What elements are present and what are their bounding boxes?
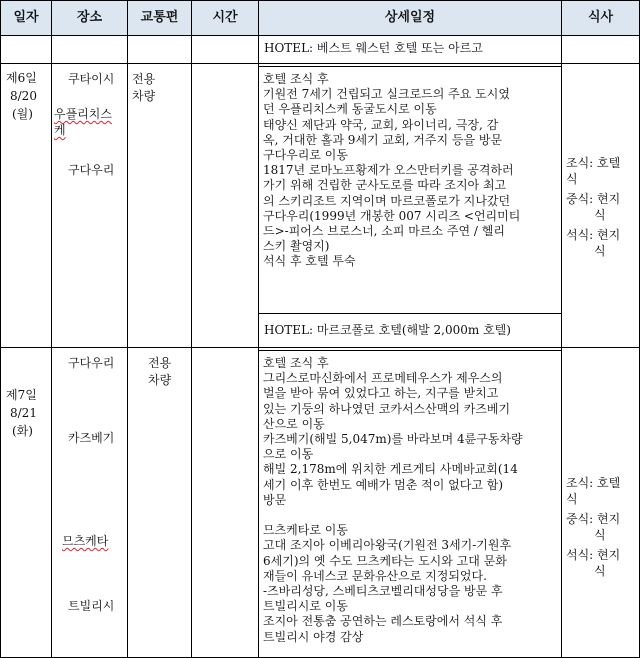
day6-transport-line2: 차량	[132, 89, 156, 103]
day6-date-line2: 8/20	[10, 89, 37, 103]
day6-meal-lunch: 중식: 현지	[566, 192, 621, 206]
schedule-line: 방문	[263, 492, 287, 507]
day7-meal-lunch: 중식: 현지	[566, 512, 621, 526]
schedule-line: 태양신 제단과 약국, 교회, 와이너리, 극장, 감	[263, 117, 499, 132]
col-line	[127, 0, 128, 658]
day6-meal-dinner: 석식: 현지	[566, 228, 621, 242]
col-line	[191, 0, 192, 658]
day7-date-line2: 8/21	[10, 406, 37, 420]
schedule-line: 던 우플리치스케 동굴도시로 이동	[263, 102, 437, 117]
schedule-line: 트빌리시로 이동	[263, 599, 348, 614]
schedule-line: 구다우리(1999년 개봉한 007 시리즈 <언리미티	[263, 208, 521, 223]
row-line	[0, 0, 640, 1]
header-schedule: 상세일정	[384, 10, 436, 25]
schedule-line: 있는 기둥의 하나였던 코카서스산맥의 카즈베기	[263, 401, 511, 416]
header-place: 장소	[76, 10, 103, 25]
day7-place-mtskheta: 므츠케타	[62, 534, 109, 548]
col-line	[561, 0, 562, 658]
schedule-line: 재들이 유네스코 문화유산으로 지정되었다.	[263, 568, 487, 583]
day7-place-gudauri: 구다우리	[68, 356, 115, 370]
day6-place-uplistsikhe-cont: 케	[54, 123, 66, 137]
day6-schedule	[263, 72, 557, 270]
schedule-line: 트빌리시 야경 감상	[263, 629, 364, 644]
day6-meal-lunch-cont: 식	[594, 208, 606, 222]
schedule-line: 기원전 7세기 건립되고 실크로드의 주요 도시였	[263, 87, 510, 102]
day7-meal-lunch-cont: 식	[594, 528, 606, 542]
day6-hotel: HOTEL: 마르코폴로 호텔(해발 2,000m 호텔)	[264, 323, 511, 337]
schedule-line: 해빌 2,178m에 위치한 게르게티 사메바교회(14	[263, 462, 518, 477]
schedule-line: 옥, 거대한 홀과 9세기 교회, 거주지 등을 방문	[263, 132, 503, 147]
hotel-previous-day: HOTEL: 베스트 웨스턴 호텔 또는 아르고	[264, 41, 483, 55]
schedule-line: -즈바리성당, 스베티츠코벨리대성당을 방문 후	[263, 584, 503, 599]
day6-place-uplistsikhe: 우플리치스	[54, 107, 112, 121]
day7-meal-breakfast-cont: 식	[566, 492, 578, 506]
day7-date-line1: 제7일	[6, 388, 37, 402]
schedule-line: 세기 이후 한번도 예배가 멈춘 적이 없다고 함)	[263, 477, 504, 492]
schedule-line: 가기 위해 건립한 군사도로를 따라 조지아 최고	[263, 178, 507, 193]
day7-place-kazbegi: 카즈베기	[68, 431, 115, 445]
day6-meal-breakfast-cont: 식	[566, 172, 578, 186]
day7-transport-line2: 차량	[148, 373, 172, 387]
header-transport: 교통편	[140, 10, 179, 25]
row-line	[0, 63, 640, 64]
schedule-line: 호텔 조식 후	[263, 72, 329, 86]
col-line	[0, 0, 1, 658]
schedule-line: 벌을 받아 묶여 있었다고 하는, 지구를 받치고	[263, 386, 499, 401]
schedule-line: 고대 조지아 이베리아왕국(기원전 3세기-기원후	[263, 538, 512, 553]
day6-place-gudauri: 구다우리	[68, 163, 115, 177]
schedule-line: 스키 촬영지)	[263, 239, 330, 254]
day7-place-tbilisi: 트빌리시	[68, 599, 115, 613]
day6-date-line3: (월)	[12, 107, 33, 121]
day7-meal-breakfast: 조식: 호텔	[566, 476, 621, 490]
row-line	[258, 66, 562, 67]
schedule-line: 산으로 이동	[263, 416, 325, 431]
row-line	[258, 350, 562, 351]
day6-date-line1: 제6일	[6, 71, 37, 85]
col-line	[258, 0, 259, 658]
schedule-line: 1817년 로마노프황제가 오스만터키를 공격하러	[263, 163, 514, 178]
day7-date-line3: (화)	[12, 424, 33, 438]
schedule-line: 석식 후 호텔 투숙	[263, 254, 356, 269]
day7-schedule	[263, 356, 557, 645]
row-line	[0, 35, 640, 36]
schedule-line: 므츠케타로 이동	[263, 523, 348, 538]
col-line	[51, 0, 52, 658]
day7-transport-line1: 전용	[148, 356, 172, 370]
day6-place-kutaisi: 쿠타이시	[68, 72, 115, 86]
day6-meal-dinner-cont: 식	[594, 244, 606, 258]
row-line	[0, 347, 640, 348]
schedule-line	[263, 508, 557, 523]
row-line	[258, 313, 562, 314]
schedule-line: 구다우리로 이동	[263, 148, 348, 163]
day6-transport-line1: 전용	[132, 72, 156, 86]
day7-meal-dinner-cont: 식	[594, 564, 606, 578]
header-time: 시간	[212, 10, 238, 25]
schedule-line: 카즈베기(해빌 5,047m)를 바라보며 4륜구동차량	[263, 432, 523, 447]
schedule-line: 6세기)의 옛 수도 므츠케타는 도시와 고대 문화	[263, 553, 507, 568]
header-date: 일자	[13, 10, 39, 25]
header-meal: 식사	[587, 10, 614, 25]
day6-meal-breakfast: 조식: 호텔	[566, 156, 621, 170]
schedule-line: 호텔 조식 후	[263, 356, 329, 370]
day7-meal-dinner: 석식: 현지	[566, 548, 621, 562]
schedule-line: 으로 이동	[263, 447, 314, 462]
schedule-line: 의 스키리조트 지역이며 마르코폴로가 지나갔던	[263, 193, 511, 208]
schedule-line: 그리스로마신화에서 프로메테우스가 제우스의	[263, 371, 503, 386]
schedule-line: 조지아 전통춤 공연하는 레스토랑에서 석식 후	[263, 614, 503, 629]
schedule-line: 드>-피어스 브로스너, 소피 마르소 주연 / 헬리	[263, 224, 505, 239]
